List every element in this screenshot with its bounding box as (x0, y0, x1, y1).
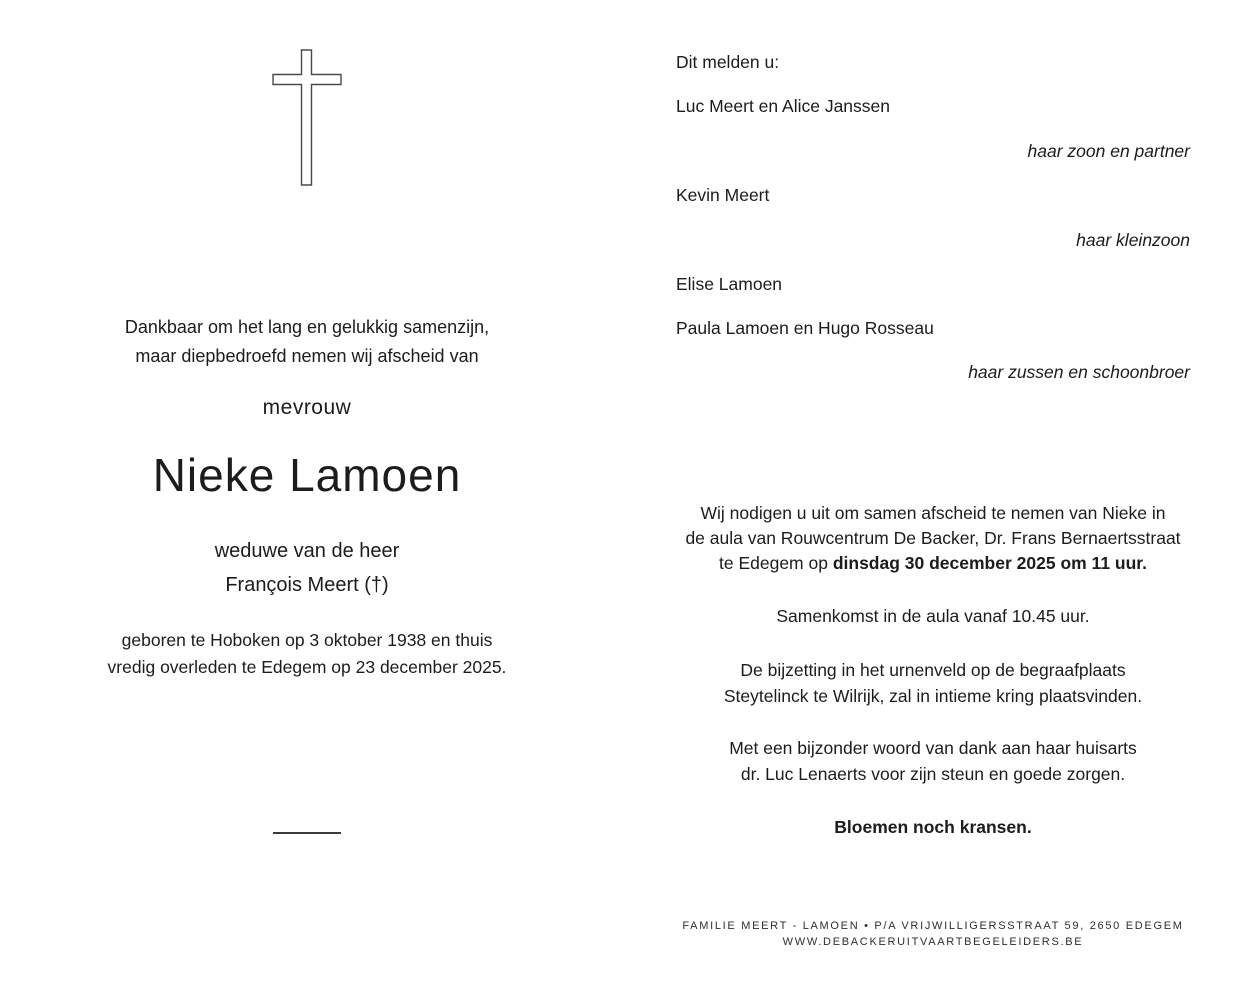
life-dates-text (34, 627, 580, 681)
invitation-date-prefix: te Edegem op (719, 553, 833, 573)
life-dates-line: geboren te Hoboken op 3 oktober 1938 en thuis (121, 630, 493, 650)
footer-family-address-line: FAMILIE MEERT - LAMOEN • P/A VRIJWILLIGERSSTRAAT 59, 2650 EDEGEM (682, 920, 1184, 932)
mourner-names: Paula Lamoen en Hugo Rosseau (676, 318, 934, 338)
footer (676, 918, 1190, 950)
intro-line: Dankbaar om het lang en gelukkig samenzijn, (124, 317, 490, 337)
announcement-heading: Dit melden u: (676, 52, 780, 72)
deceased-name: Nieke Lamoen (152, 449, 462, 501)
right-column (676, 0, 1190, 998)
divider-line (273, 832, 341, 834)
mourner-names: Luc Meert en Alice Janssen (676, 96, 891, 116)
invitation-line (676, 551, 1190, 576)
flowers-note: Bloemen noch kransen. (834, 817, 1032, 837)
widow-line: François Meert (†) (225, 574, 389, 596)
mourner-names: Kevin Meert (676, 185, 770, 205)
thanks-line: dr. Luc Lenaerts voor zijn steun en goede zorgen. (740, 764, 1126, 784)
widow-line: weduwe van de heer (214, 540, 400, 562)
interment-paragraph (676, 657, 1190, 709)
left-column (34, 0, 580, 998)
gathering-note: Samenkomst in de aula vanaf 10.45 uur. (776, 606, 1090, 626)
thanks-paragraph (676, 735, 1190, 787)
interment-line: De bijzetting in het urnenveld op de begraafplaats (740, 660, 1126, 680)
cross-icon (34, 49, 580, 191)
footer-website-line: WWW.DEBACKERUITVAARTBEGELEIDERS.BE (782, 936, 1084, 948)
intro-line: maar diepbedroefd nemen wij afscheid van (135, 346, 479, 366)
mourner-names: Elise Lamoen (676, 274, 783, 294)
invitation-date-bold: dinsdag 30 december 2025 om 11 uur. (832, 553, 1147, 573)
intro-text (34, 313, 580, 371)
life-dates-line: vredig overleden te Edegem op 23 december 2025. (107, 657, 507, 677)
mourner-relation: haar kleinzoon (1076, 230, 1190, 250)
mourner-relation: haar zoon en partner (1027, 141, 1190, 161)
widow-of-text (34, 534, 580, 602)
honorific: mevrouw (262, 396, 352, 419)
thanks-line: Met een bijzonder woord van dank aan haar huisarts (729, 738, 1137, 758)
invitation-line: Wij nodigen u uit om samen afscheid te nemen van Nieke in (700, 503, 1166, 523)
mourner-relation: haar zussen en schoonbroer (968, 362, 1190, 382)
invitation-line: de aula van Rouwcentrum De Backer, Dr. Frans Bernaertsstraat (685, 528, 1181, 548)
interment-line: Steytelinck te Wilrijk, zal in intieme kring plaatsvinden. (723, 686, 1143, 706)
invitation-paragraph (676, 501, 1190, 576)
